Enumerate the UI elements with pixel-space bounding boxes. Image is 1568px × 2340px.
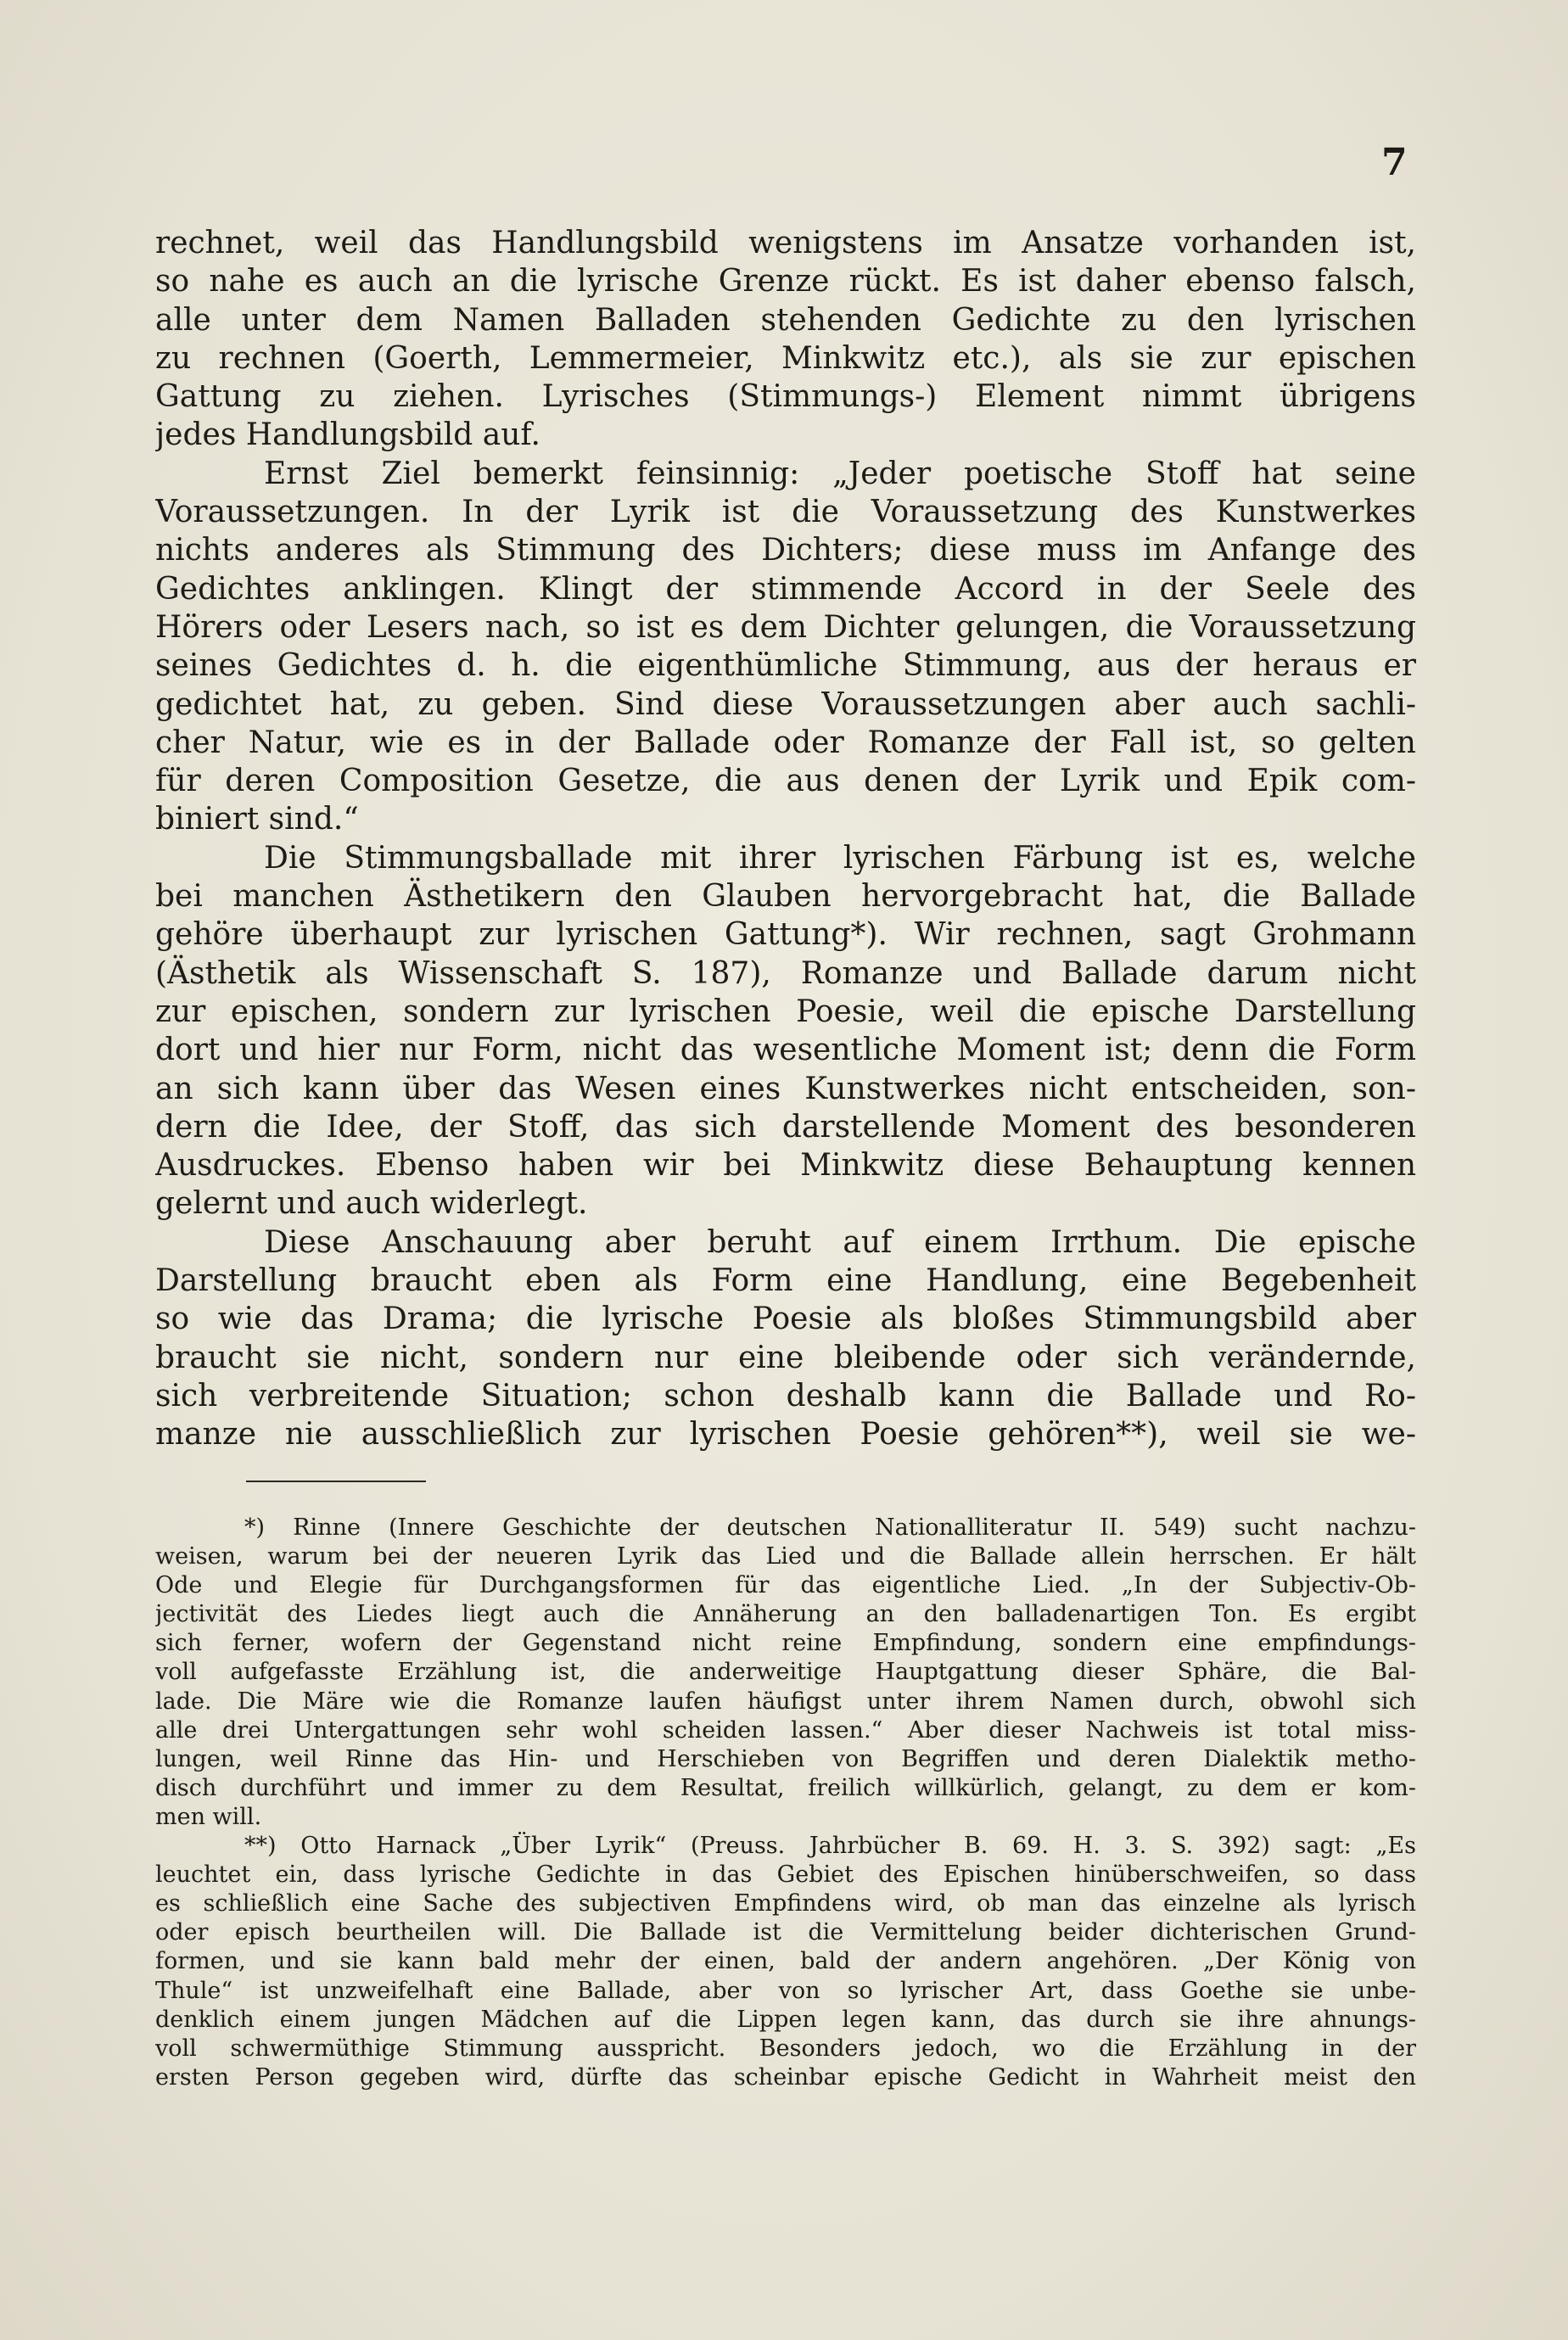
text-line: rechnet, weil das Handlungsbild wenigstens im Ansatze vorhanden ist, [155,226,1416,260]
footnote-line: *) Rinne (Innere Geschichte der deutschen Nationalliteratur II. 549) sucht nachzu- [244,1514,1416,1541]
footnote-line: Thule“ ist unzweifelhaft eine Ballade, aber von so lyrischer Art, dass Goethe sie unbe- [155,1977,1416,2004]
text-line: jedes Handlungsbild auf. [155,417,540,453]
footnote-line: oder episch beurtheilen will. Die Ballade ist die Vermittelung beider dichterischen Grund- [155,1919,1416,1946]
text-line: Ernst Ziel bemerkt feinsinnig: „Jeder poetische Stoff hat seine [264,456,1416,491]
text-line: Diese Anschauung aber beruht auf einem Irrthum. Die epische [264,1224,1416,1260]
text-line: alle unter dem Namen Balladen stehenden Gedichte zu den lyrischen [155,302,1416,338]
text-line: Gedichtes anklingen. Klingt der stimmende Accord in der Seele des [155,571,1416,607]
text-line: gelernt und auch widerlegt. [155,1186,588,1222]
text-line: gehöre überhaupt zur lyrischen Gattung*). Wir rechnen, sagt Grohmann [155,917,1416,953]
main-text [155,224,1416,1454]
text-line: an sich kann über das Wesen eines Kunstwerkes nicht entscheiden, son- [155,1071,1416,1106]
footnote-line: ersten Person gegeben wird, dürfte das scheinbar epische Gedicht in Wahrheit meist den [155,2063,1416,2091]
text-line: sich verbreitende Situation; schon deshalb kann die Ballade und Ro- [155,1378,1416,1414]
text-line: (Ästhetik als Wissenschaft S. 187), Romanze und Ballade darum nicht [155,955,1416,991]
text-line: bei manchen Ästhetikern den Glauben hervorgebracht hat, die Ballade [155,879,1416,915]
text-line: so nahe es auch an die lyrische Grenze rückt. Es ist daher ebenso falsch, [155,264,1416,299]
text-line: Voraussetzungen. In der Lyrik ist die Voraussetzung des Kunstwerkes [155,495,1416,530]
footnote-line: disch durchführt und immer zu dem Resultat, freilich willkürlich, gelangt, zu dem er kom- [155,1774,1416,1801]
footnote-divider [246,1481,426,1482]
text-line: dort und hier nur Form, nicht das wesentliche Moment ist; denn die Form [155,1033,1416,1068]
text-line: für deren Composition Gesetze, die aus denen der Lyrik und Epik com- [155,764,1416,799]
text-line: zur epischen, sondern zur lyrischen Poesie, weil die epische Darstellung [155,994,1416,1029]
text-line: zu rechnen (Goerth, Lemmermeier, Minkwitz etc.), als sie zur epischen [155,340,1416,376]
text-line: Ausdruckes. Ebenso haben wir bei Minkwitz diese Behauptung kennen [155,1148,1416,1184]
footnote-line: voll aufgefasste Erzählung ist, die anderweitige Hauptgattung dieser Sphäre, die Bal- [155,1659,1416,1686]
text-line: seines Gedichtes d. h. die eigenthümliche Stimmung, aus der heraus er [155,648,1416,684]
text-line: gedichtet hat, zu geben. Sind diese Voraussetzungen aber auch sachli- [155,686,1416,722]
footnote-line: alle drei Untergattungen sehr wohl scheiden lassen.“ Aber dieser Nachweis ist total miss- [155,1716,1416,1744]
footnote-line: denklich einem jungen Mädchen auf die Lippen legen kann, das durch sie ihre ahnungs- [155,2006,1416,2033]
text-line: Gattung zu ziehen. Lyrisches (Stimmungs-) Element nimmt übrigens [155,379,1416,415]
footnote-line: lade. Die Märe wie die Romanze laufen häufigst unter ihrem Namen durch, obwohl sich [155,1688,1416,1715]
text-line: so wie das Drama; die lyrische Poesie als bloßes Stimmungsbild aber [155,1302,1416,1337]
text-line: manze nie ausschließlich zur lyrischen Poesie gehören**), weil sie we- [155,1417,1416,1453]
footnote-line: Ode und Elegie für Durchgangsformen für das eigentliche Lied. „In der Subjectiv-Ob- [155,1572,1416,1599]
text-line: Die Stimmungsballade mit ihrer lyrischen Färbung ist es, welche [264,840,1416,876]
footnote-line: es schließlich eine Sache des subjectiven Empfindens wird, ob man das einzelne als lyrisch [155,1890,1416,1917]
footnote-line: leuchtet ein, dass lyrische Gedichte in das Gebiet des Epischen hinüberschweifen, so dass [155,1861,1416,1889]
footnote-line: lungen, weil Rinne das Hin- und Herschieben von Begriffen und deren Dialektik metho- [155,1745,1416,1772]
footnotes [155,1514,1416,2092]
footnote-line: jectivität des Liedes liegt auch die Annäherung an den balladenartigen Ton. Es ergibt [155,1601,1416,1628]
text-line: biniert sind.“ [155,802,359,837]
footnote-line: **) Otto Harnack „Über Lyrik“ (Preuss. Jahrbücher B. 69. H. 3. S. 392) sagt: „Es [244,1833,1416,1860]
footnote-line: men will. [155,1803,262,1830]
text-line: nichts anderes als Stimmung des Dichters; diese muss im Anfange des [155,533,1416,568]
page-number: 7 [1381,141,1408,184]
text-line: Darstellung braucht eben als Form eine Handlung, eine Begebenheit [155,1263,1416,1299]
text-line: cher Natur, wie es in der Ballade oder Romanze der Fall ist, so gelten [155,725,1416,760]
footnote-line: sich ferner, wofern der Gegenstand nicht reine Empfindung, sondern eine empfindungs- [155,1630,1416,1657]
text-line: Hörers oder Lesers nach, so ist es dem Dichter gelungen, die Voraussetzung [155,609,1416,645]
text-line: dern die Idee, der Stoff, das sich darstellende Moment des besonderen [155,1109,1416,1145]
footnote-line: weisen, warum bei der neueren Lyrik das Lied und die Ballade allein herrschen. Er hält [155,1543,1416,1570]
footnote-line: voll schwermüthige Stimmung ausspricht. Besonders jedoch, wo die Erzählung in der [155,2035,1416,2062]
footnote-line: formen, und sie kann bald mehr der einen, bald der andern angehören. „Der König von [155,1948,1416,1975]
text-line: braucht sie nicht, sondern nur eine bleibende oder sich verändernde, [155,1340,1416,1375]
